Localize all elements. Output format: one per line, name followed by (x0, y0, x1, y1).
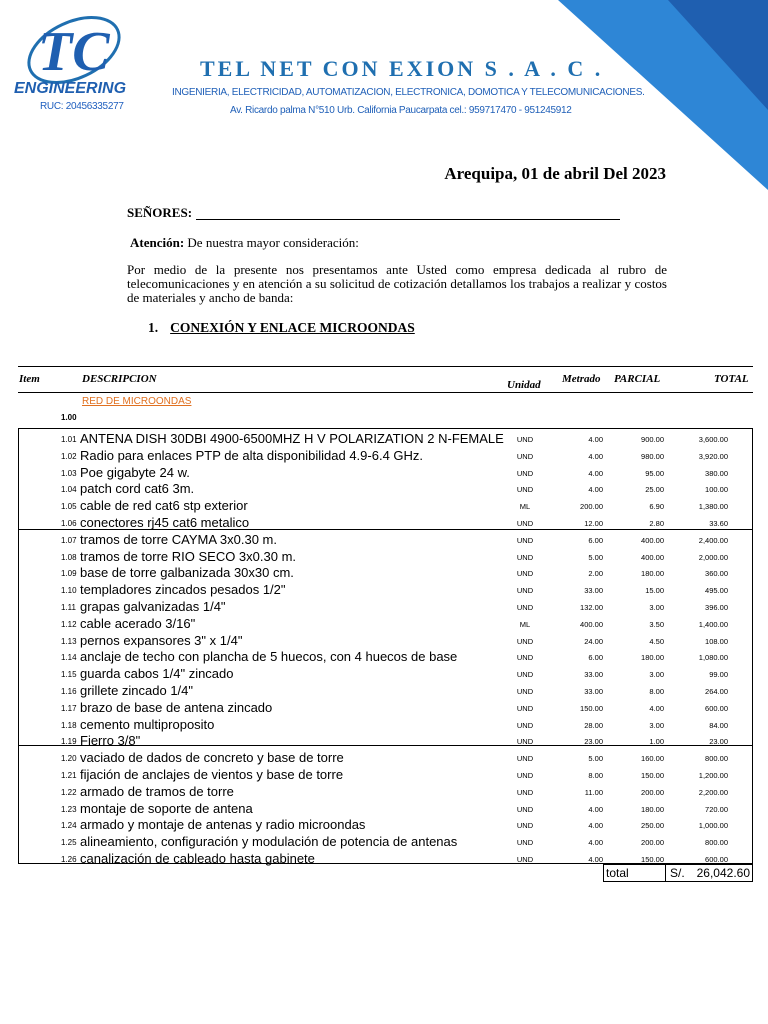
cell-unit: UND (516, 586, 534, 596)
company-name: TEL NET CON EXION S . A . C . (200, 56, 604, 81)
cell-unit: UND (516, 771, 534, 780)
cell-desc: cable de red cat6 stp exterior (80, 498, 248, 514)
cell-par: 2.80 (649, 519, 664, 528)
cell-qty: 200.00 (580, 502, 603, 512)
cell-qty: 33.00 (584, 670, 603, 680)
cell-qty: 8.00 (588, 771, 603, 780)
intro-paragraph: Por medio de la presente nos presentamos ante Usted como empresa dedicada al rubro de telecomunicaciones y en atención a su solicitud de cotización detallamos los trabajos a realizar y costos de materiales y ancho de banda: (127, 262, 667, 305)
cell-tot: 720.00 (705, 804, 728, 814)
cell-qty: 4.00 (588, 821, 603, 831)
group-label: RED DE MICROONDAS (82, 396, 192, 407)
cell-tot: 1,400.00 (698, 619, 728, 629)
cell-qty: 4.00 (588, 435, 603, 444)
table-row (0, 446, 768, 463)
cell-num: 1.25 (61, 838, 77, 848)
cell-qty: 23.00 (584, 737, 603, 747)
cell-desc: vaciado de dados de concreto y base de torre (80, 750, 344, 766)
svg-text:ENGINEERING: ENGINEERING (14, 80, 127, 97)
cell-num: 1.07 (61, 535, 77, 545)
cell-unit: UND (516, 603, 534, 612)
cell-unit: ML (519, 502, 531, 512)
cell-tot: 2,400.00 (698, 535, 728, 545)
table-row (0, 429, 768, 446)
company-address: Av. Ricardo palma N°510 Urb. California Paucarpata cel.: 959717470 - 951245912 (230, 105, 572, 116)
cell-par: 3.00 (649, 670, 664, 680)
cell-tot: 800.00 (705, 754, 728, 764)
cell-unit: UND (516, 703, 534, 713)
cell-tot: 100.00 (705, 485, 728, 495)
table-row (0, 748, 768, 765)
table-row (0, 681, 768, 698)
cell-par: 200.00 (641, 787, 664, 797)
cell-num: 1.21 (61, 771, 77, 780)
cell-unit: UND (516, 804, 534, 814)
total-amount: 26,042.60 (696, 866, 750, 880)
cell-par: 180.00 (641, 804, 664, 814)
ruc-number: RUC: 20456335277 (40, 101, 124, 112)
cell-unit: UND (516, 670, 534, 680)
cell-desc: pernos expansores 3" x 1/4" (80, 632, 243, 648)
cell-num: 1.01 (61, 435, 77, 444)
cell-unit: UND (516, 636, 534, 646)
section-heading (148, 320, 415, 336)
cell-desc: armado y montaje de antenas y radio microondas (80, 817, 366, 833)
cell-par: 200.00 (641, 838, 664, 848)
section-number: 1. (148, 320, 159, 335)
total-label: total (606, 866, 629, 880)
table-row (0, 530, 768, 547)
cell-par: 400.00 (641, 552, 664, 562)
cell-unit: UND (516, 754, 534, 764)
cell-par: 980.00 (641, 451, 664, 461)
cell-par: 400.00 (641, 535, 664, 545)
cell-num: 1.12 (61, 619, 77, 629)
cell-desc: brazo de base de antena zincado (80, 699, 273, 715)
attention-label: Atención: (130, 235, 185, 250)
cell-tot: 600.00 (705, 703, 728, 713)
cell-par: 180.00 (641, 653, 664, 663)
cell-tot: 380.00 (705, 468, 728, 478)
cell-par: 1.00 (649, 737, 664, 747)
cell-num: 1.17 (61, 703, 77, 713)
cell-par: 4.50 (649, 636, 664, 646)
table-row (0, 479, 768, 496)
cell-unit: UND (516, 485, 534, 495)
cell-par: 150.00 (641, 771, 664, 780)
cell-unit: UND (516, 468, 534, 478)
cell-qty: 28.00 (584, 720, 603, 730)
cell-par: 8.00 (649, 687, 664, 696)
cell-unit: UND (516, 821, 534, 831)
cell-tot: 3,920.00 (698, 451, 728, 461)
cell-qty: 33.00 (584, 586, 603, 596)
cell-qty: 4.00 (588, 804, 603, 814)
cell-par: 250.00 (641, 821, 664, 831)
cell-qty: 6.00 (588, 535, 603, 545)
table-row (0, 799, 768, 816)
cell-tot: 23.00 (709, 737, 728, 747)
recipient-line (196, 219, 620, 220)
col-header-item: Item (19, 373, 40, 385)
cell-num: 1.16 (61, 687, 77, 696)
cell-par: 150.00 (641, 855, 664, 864)
table-header-bottom-rule (18, 392, 753, 393)
table-row (0, 765, 768, 782)
cell-qty: 4.00 (588, 838, 603, 848)
cell-num: 1.08 (61, 552, 77, 562)
cell-desc: tramos de torre RIO SECO 3x0.30 m. (80, 548, 297, 564)
cell-tot: 800.00 (705, 838, 728, 848)
cell-num: 1.22 (61, 787, 77, 797)
cell-tot: 2,000.00 (698, 552, 728, 562)
cell-unit: UND (516, 687, 534, 696)
table-row (0, 731, 768, 748)
cell-num: 1.06 (61, 519, 77, 528)
table-row (0, 580, 768, 597)
cell-num: 1.04 (61, 485, 77, 495)
table-row (0, 496, 768, 513)
col-header-unidad: Unidad (507, 379, 541, 391)
cell-par: 95.00 (645, 468, 664, 478)
cell-par: 900.00 (641, 435, 664, 444)
cell-par: 15.00 (645, 586, 664, 596)
cell-unit: UND (516, 569, 534, 579)
cell-qty: 12.00 (584, 519, 603, 528)
cell-qty: 4.00 (588, 468, 603, 478)
cell-unit: ML (519, 619, 531, 629)
cell-qty: 24.00 (584, 636, 603, 646)
table-row (0, 614, 768, 631)
cell-num: 1.24 (61, 821, 77, 831)
cell-tot: 3,600.00 (698, 435, 728, 444)
cell-qty: 4.00 (588, 451, 603, 461)
cell-tot: 264.00 (705, 687, 728, 696)
cell-tot: 33.60 (709, 519, 728, 528)
cell-par: 4.00 (649, 703, 664, 713)
total-currency: S/. (670, 866, 685, 880)
cell-par: 6.90 (649, 502, 664, 512)
cell-desc: cable acerado 3/16" (80, 615, 196, 631)
cell-tot: 360.00 (705, 569, 728, 579)
cell-qty: 5.00 (588, 552, 603, 562)
section-title: CONEXIÓN Y ENLACE MICROONDAS (170, 320, 415, 335)
cell-desc: cemento multiproposito (80, 716, 215, 732)
cell-unit: UND (516, 787, 534, 797)
cell-num: 1.26 (61, 855, 77, 864)
cell-unit: UND (516, 720, 534, 730)
cell-tot: 1,380.00 (698, 502, 728, 512)
cell-desc: templadores zincados pesados 1/2" (80, 582, 286, 598)
cell-desc: ANTENA DISH 30DBI 4900-6500MHZ H V POLARIZATION 2 N-FEMALE (80, 431, 504, 446)
cell-tot: 396.00 (705, 603, 728, 612)
cell-qty: 150.00 (580, 703, 603, 713)
cell-unit: UND (516, 535, 534, 545)
cell-desc: Radio para enlaces PTP de alta disponibilidad 4.9-6.4 GHz. (80, 447, 424, 463)
cell-num: 1.20 (61, 754, 77, 764)
cell-desc: patch cord cat6 3m. (80, 481, 195, 497)
table-header-top-rule (18, 366, 753, 367)
cell-qty: 132.00 (580, 603, 603, 612)
cell-num: 1.02 (61, 451, 77, 461)
cell-par: 3.00 (649, 603, 664, 612)
cell-num: 1.23 (61, 804, 77, 814)
cell-unit: UND (516, 855, 534, 864)
cell-desc: grapas galvanizadas 1/4" (80, 599, 226, 614)
cell-num: 1.15 (61, 670, 77, 680)
cell-desc: conectores rj45 cat6 metalico (80, 515, 250, 530)
table-row (0, 782, 768, 799)
attention-line (130, 235, 359, 251)
cell-tot: 1,200.00 (698, 771, 728, 780)
col-header-descripcion: DESCRIPCION (82, 373, 157, 385)
cell-num: 1.03 (61, 468, 77, 478)
cell-unit: UND (516, 838, 534, 848)
cell-desc: anclaje de techo con plancha de 5 huecos, con 4 huecos de base (80, 649, 458, 665)
cell-desc: tramos de torre CAYMA 3x0.30 m. (80, 531, 277, 547)
cell-num: 1.09 (61, 569, 77, 579)
cell-qty: 6.00 (588, 653, 603, 663)
cell-qty: 33.00 (584, 687, 603, 696)
table-row (0, 715, 768, 732)
table-row (0, 664, 768, 681)
total-box (603, 864, 753, 882)
table-row (0, 698, 768, 715)
cell-unit: UND (516, 451, 534, 461)
company-services: INGENIERIA, ELECTRICIDAD, AUTOMATIZACION, ELECTRONICA, DOMOTICA Y TELECOMUNICACIONES. (172, 87, 645, 98)
col-header-metrado: Metrado (562, 373, 601, 385)
cell-desc: armado de tramos de torre (80, 783, 234, 799)
cell-qty: 2.00 (588, 569, 603, 579)
cell-unit: UND (516, 552, 534, 562)
cell-num: 1.19 (61, 737, 77, 747)
cell-qty: 4.00 (588, 855, 603, 864)
cell-qty: 11.00 (584, 787, 603, 797)
cell-tot: 1,080.00 (698, 653, 728, 663)
cell-tot: 108.00 (705, 636, 728, 646)
letter-date: Arequipa, 01 de abril Del 2023 (444, 164, 666, 183)
cell-par: 25.00 (645, 485, 664, 495)
cell-desc: grillete zincado 1/4" (80, 683, 194, 698)
cell-unit: UND (516, 653, 534, 663)
table-row (0, 547, 768, 564)
cell-num: 1.13 (61, 636, 77, 646)
cell-tot: 2,200.00 (698, 787, 728, 797)
cell-tot: 1,000.00 (698, 821, 728, 831)
cell-qty: 5.00 (588, 754, 603, 764)
cell-par: 180.00 (641, 569, 664, 579)
cell-desc: montaje de soporte de antena (80, 800, 253, 816)
cell-desc: canalización de cableado hasta gabinete (80, 851, 315, 866)
cell-unit: UND (516, 519, 534, 528)
cell-desc: Poe gigabyte 24 w. (80, 464, 190, 480)
cell-desc: alineamiento, configuración y modulación de potencia de antenas (80, 834, 458, 850)
cell-par: 3.50 (649, 619, 664, 629)
attention-text: De nuestra mayor consideración: (184, 235, 359, 250)
table-row (0, 513, 768, 530)
cell-desc: base de torre galbanizada 30x30 cm. (80, 565, 294, 581)
group-number: 1.00 (61, 413, 77, 422)
cell-tot: 84.00 (709, 720, 728, 730)
cell-num: 1.11 (61, 603, 76, 612)
table-row (0, 563, 768, 580)
cell-desc: guarda cabos 1/4" zincado (80, 666, 234, 682)
table-row (0, 815, 768, 832)
table-row (0, 631, 768, 648)
total-divider (665, 865, 666, 881)
table-row (0, 647, 768, 664)
cell-par: 160.00 (641, 754, 664, 764)
cell-par: 3.00 (649, 720, 664, 730)
recipient-label: SEÑORES: (127, 205, 193, 220)
cell-qty: 400.00 (580, 619, 603, 629)
cell-num: 1.05 (61, 502, 77, 512)
cell-num: 1.10 (61, 586, 77, 596)
cell-num: 1.14 (61, 653, 77, 663)
table-row (0, 832, 768, 849)
cell-tot: 99.00 (709, 670, 728, 680)
cell-desc: fijación de anclajes de vientos y base de torre (80, 767, 344, 782)
cell-qty: 4.00 (588, 485, 603, 495)
cell-desc: Fierro 3/8" (80, 733, 141, 749)
svg-text:TC: TC (38, 21, 110, 83)
col-header-parcial: PARCIAL (614, 373, 661, 385)
cell-unit: UND (516, 435, 534, 444)
cell-num: 1.18 (61, 720, 77, 730)
cell-unit: UND (516, 737, 534, 747)
table-row (0, 597, 768, 614)
cell-tot: 495.00 (705, 586, 728, 596)
table-row (0, 463, 768, 480)
col-header-total: TOTAL (714, 373, 749, 385)
cell-tot: 600.00 (705, 855, 728, 864)
